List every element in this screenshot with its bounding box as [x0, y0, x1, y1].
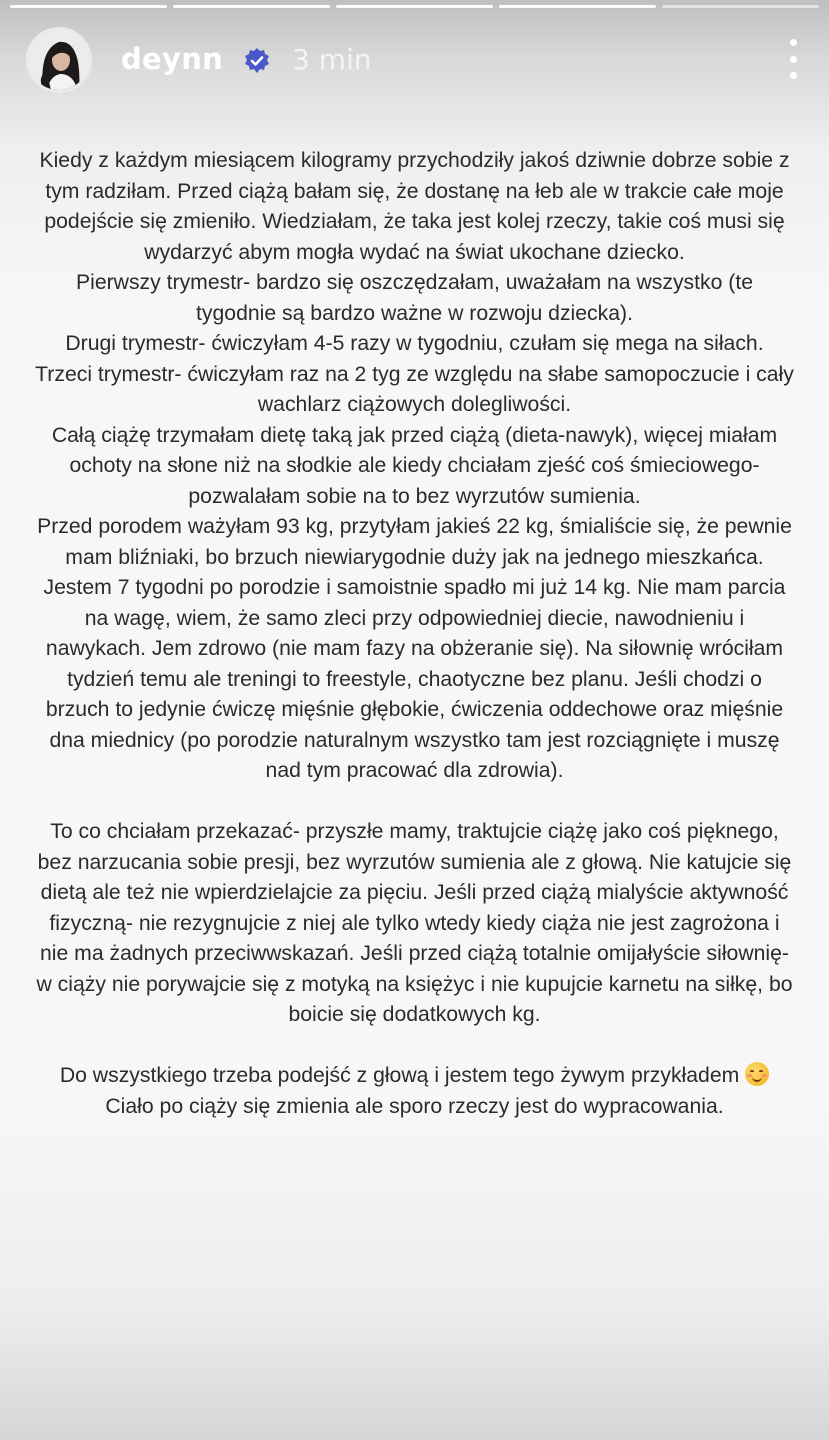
story-line: Kiedy z każdym miesiącem kilogramy przychodziły jakoś dziwnie dobrze sobie z tym radziłam. Przed ciążą bałam się, że dostanę na łeb ale w trakcie całe moje podejście się zmieniło. Wiedziałam, że taka jest kolej rzeczy, takie coś musi się wydarzyć abym mogła wydać na świat ukochane dziecko.	[39, 149, 790, 264]
story-text-part: Do wszystkiego trzeba podejść z głową i jestem tego żywym przykładem	[59, 1064, 740, 1087]
story-progress-bar	[10, 5, 819, 9]
story-header	[26, 27, 803, 97]
story-paragraph	[34, 1061, 795, 1122]
username[interactable]: deynn	[121, 42, 224, 76]
smiling-face-with-blush-emoji-icon	[745, 1062, 769, 1086]
progress-segment	[336, 5, 493, 8]
progress-segment	[499, 5, 656, 8]
story-line: Drugi trymestr- ćwiczyłam 4-5 razy w tygodniu, czułam się mega na siłach.	[65, 332, 764, 355]
more-vertical-icon[interactable]	[783, 39, 803, 79]
story-text	[34, 146, 795, 1122]
story-text-part: Ciało po ciąży się zmienia ale sporo rzeczy jest do wypracowania.	[105, 1094, 724, 1118]
story-line: Pierwszy trymestr- bardzo się oszczędzałam, uważałam na wszystko (te tygodnie są bardzo ważne w rozwoju dziecka).	[75, 271, 754, 325]
avatar[interactable]	[26, 27, 92, 93]
progress-segment	[173, 5, 330, 8]
verified-badge-icon	[243, 47, 271, 75]
story-line: Trzeci trymestr- ćwiczyłam raz na 2 tyg ze względu na słabe samopoczucie i cały wachlarz ciążowych dolegliwości.	[35, 362, 794, 416]
progress-segment-current	[662, 5, 819, 8]
story-line: Przed porodem ważyłam 93 kg, przytyłam jakieś 22 kg, śmialiście się, że pewnie mam bliźniaki, bo brzuch niewiarygodnie duży jak na jednego mieszkańca.	[37, 515, 792, 569]
progress-segment	[10, 5, 167, 8]
post-time: 3 min	[292, 43, 372, 76]
story-line: Całą ciążę trzymałam dietę taką jak przed ciążą (dieta-nawyk), więcej miałam ochoty na słone niż na słodkie ale kiedy chciałam zjeść coś śmieciowego- pozwalałam sobie na to bez wyrzutów sumienia.	[51, 423, 778, 508]
story-paragraph: To co chciałam przekazać- przyszłe mamy, traktujcie ciążę jako coś pięknego, bez narzucania sobie presji, bez wyrzutów sumienia ale z głową. Nie katujcie się dietą ale też nie wpierdzielajcie za pięciu. Jeśli przed ciążą mialyście aktywność fizyczną- nie rezygnujcie z niej ale tylko wtedy kiedy ciąża nie jest zagrożona i nie ma żadnych przeciwwskazań. Jeśli przed ciążą totalnie omijałyście siłownię- w ciąży nie porywajcie się z motyką na księżyc i nie kupujcie karnetu na siłkę, bo boicie się dodatkowych kg.	[36, 820, 793, 1026]
avatar-photo	[29, 30, 89, 90]
story-line: Jestem 7 tygodni po porodzie i samoistnie spadło mi już 14 kg. Nie mam parcia na wagę, wiem, że samo zleci przy odpowiedniej diecie, nawodnieniu i nawykach. Jem zdrowo (nie mam fazy na obżeranie się). Na siłownię wróciłam tydzień temu ale treningi to freestyle, chaotyczne bez planu. Jeśli chodzi o brzuch to jedynie ćwiczę mięśnie głębokie, ćwiczenia oddechowe oraz mięśnie dna miednicy (po porodzie naturalnym wszystko tam jest rozciągnięte i muszę nad tym pracować dla zdrowia).	[43, 576, 786, 782]
